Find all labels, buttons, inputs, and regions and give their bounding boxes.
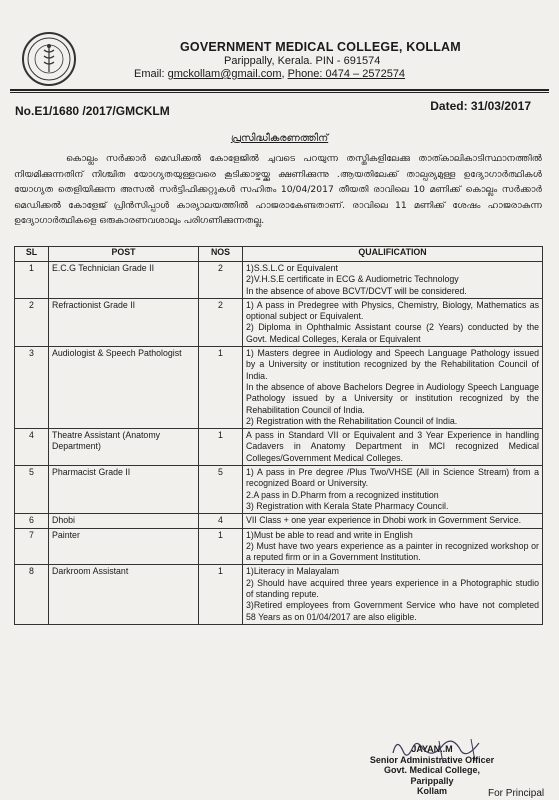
reference-number: No.E1/1680 /2017/GMCKLM [15, 104, 170, 118]
qualification-line: 2) Diploma in Ophthalmic Assistant course (2 Years) conducted by the Govt. Medical Colleges, Kerala or Equivalent [246, 322, 539, 344]
signatory-designation: Senior Administrative Officer [369, 754, 495, 765]
qualification-line: 2.A pass in D.Pharm from a recognized institution [246, 489, 439, 500]
row-nos: 1 [199, 429, 243, 466]
table-row [15, 466, 543, 514]
for-principal: For Principal [488, 788, 545, 799]
header-qualification: QUALIFICATION [243, 247, 543, 262]
row-post: E.C.G Technician Grade II [49, 262, 199, 299]
qualification-line: 1) A pass in Pre degree /Plus Two/VHSE (All in Science Stream) from a recognized Board or University. [246, 467, 539, 489]
signatory-place: Kollam [416, 786, 447, 796]
college-emblem-icon [22, 32, 76, 86]
email-label: Email: [134, 68, 168, 80]
row-post: Refractionist Grade II [49, 298, 199, 346]
phone-link[interactable]: Phone: 0474 – 2572574 [287, 68, 406, 80]
notice-body: കൊല്ലം സർക്കാർ മെഡിക്കൽ കോളേജിൽ ചുവടെ പറയുന്ന തസ്തികളിലേക്കു താത്കാലികാടിസ്ഥാനത്തിൽ നിയമിക്കുന്നതിന് നിശ്ചിത യോഗ്യതയുള്ളവരെ കൂടിക്കാഴ്ചയ്ക്കു ക്ഷണിക്കുന്നു .ആയതിലേക്ക് താല്പര്യമുള്ള ഉദ്യോഗാർത്ഥികൾ യോഗ്യത തെളിയിക്കുന്ന അസൽ സർട്ടിഫിക്കറ്റുകൾ സഹിതം 10/04/2017 തീയതി രാവിലെ 10 മണിക്ക് കൊല്ലം സർക്കാർ മെഡിക്കൽ കോളേജ് പ്രിൻസിപ്പാൾ കാര്യാലയത്തിൽ ഹാജരാകേണ്ടതാണ്. രാവിലെ 11 മണിക്ക് ശേഷം ഹാജരാകുന്ന ഉദ്യോഗാർത്ഥികളെ ഒരുകാരണവശാലും പരിഗണിക്കുന്നതല്ല. [14, 153, 542, 226]
table-row [15, 528, 543, 565]
row-sl: 7 [15, 528, 49, 565]
row-nos: 1 [199, 528, 243, 565]
signature-block [362, 744, 502, 797]
header-nos: NOS [199, 247, 243, 262]
institution-name: GOVERNMENT MEDICAL COLLEGE, KOLLAM [180, 40, 461, 54]
institution-address: Parippally, Kerala. PIN - 691574 [224, 55, 381, 67]
row-sl: 4 [15, 429, 49, 466]
table-row [15, 262, 543, 299]
qualification-line: 1)Literacy in Malayalam [246, 566, 339, 577]
document-date: Dated: 31/03/2017 [430, 99, 531, 113]
row-sl: 2 [15, 298, 49, 346]
table-row [15, 565, 543, 624]
row-nos: 1 [199, 347, 243, 429]
header-sl: SL [15, 247, 49, 262]
row-post: Dhobi [49, 514, 199, 528]
row-nos: 2 [199, 262, 243, 299]
table-header-row [15, 247, 543, 262]
row-qualification [243, 565, 543, 624]
row-qualification [243, 347, 543, 429]
posts-table [14, 246, 543, 625]
row-nos: 1 [199, 565, 243, 624]
qualification-line: In the absence of above Bachelors Degree in Audiology Speech Language Pathology issued by a University or institution recognized by the Rehabilitation Council of India. [246, 381, 539, 415]
contact-line [134, 68, 405, 80]
table-row [15, 347, 543, 429]
row-sl: 8 [15, 565, 49, 624]
contact-separator: , [281, 68, 288, 80]
row-nos: 4 [199, 514, 243, 528]
subject-heading: പ്രസിദ്ധീകരണത്തിന് [230, 133, 329, 144]
qualification-line: 2) Should have acquired three years experience in a Photographic studio of standing repute. [246, 577, 539, 600]
row-post: Darkroom Assistant [49, 565, 199, 624]
qualification-line: 3)Retired employees from Government Service who have not completed 58 Years as on 01/04/2017 are also eligible. [246, 600, 539, 622]
email-link[interactable]: gmckollam@gmail.com [167, 68, 282, 80]
header-divider-thin [10, 92, 549, 93]
row-sl: 6 [15, 514, 49, 528]
row-qualification [243, 528, 543, 565]
table-row [15, 298, 543, 346]
row-nos: 5 [199, 466, 243, 514]
row-nos: 2 [199, 298, 243, 346]
header-post: POST [49, 247, 199, 262]
row-sl: 5 [15, 466, 49, 514]
qualification-line: In the absence of above BCVT/DCVT will be considered. [246, 285, 467, 296]
qualification-line: 2) Must have two years experience as a painter in recognized workshop or a reputed firm or in a Government Institution. [246, 540, 539, 563]
qualification-line: A pass in Standard VII or Equivalent and 3 Year Experience in handling Cadavers in Anatomy Department in MCI recognized Medical Colleges/Government Medical Colleges. [246, 430, 539, 463]
table-row [15, 514, 543, 528]
qualification-line: 3) Registration with Kerala State Pharmacy Council. [246, 500, 449, 511]
qualification-line: 1)S.S.L.C or Equivalent [246, 263, 338, 273]
qualification-line: 2)V.H.S.E certificate in ECG & Audiometric Technology [246, 274, 459, 285]
row-sl: 1 [15, 262, 49, 299]
row-post: Theatre Assistant (Anatomy Department) [49, 429, 199, 466]
header-divider [10, 89, 549, 91]
row-qualification [243, 514, 543, 528]
row-post: Audiologist & Speech Pathologist [49, 347, 199, 429]
row-post: Pharmacist Grade II [49, 466, 199, 514]
qualification-line: 1) A pass in Predegree with Physics, Chemistry, Biology, Mathematics as optional subject or Equivalent. [246, 299, 539, 322]
signatory-name: JAYAN..M [411, 744, 453, 754]
qualification-line: 1)Must be able to read and write in English [246, 529, 413, 540]
qualification-line: VII Class + one year experience in Dhobi work in Government Service. [246, 515, 522, 526]
signatory-office: Govt. Medical College, Parippally [383, 765, 481, 786]
qualification-line: 1) Masters degree in Audiology and Speech Language Pathology issued by a University or institution recognized by the Rehabilitation Council of India. [246, 348, 539, 381]
row-qualification [243, 429, 543, 466]
row-post: Painter [49, 528, 199, 565]
table-row [15, 429, 543, 466]
qualification-line: 2) Registration with the Rehabilitation Council of India. [246, 415, 458, 426]
row-sl: 3 [15, 347, 49, 429]
row-qualification [243, 466, 543, 514]
row-qualification [243, 262, 543, 299]
row-qualification [243, 298, 543, 346]
